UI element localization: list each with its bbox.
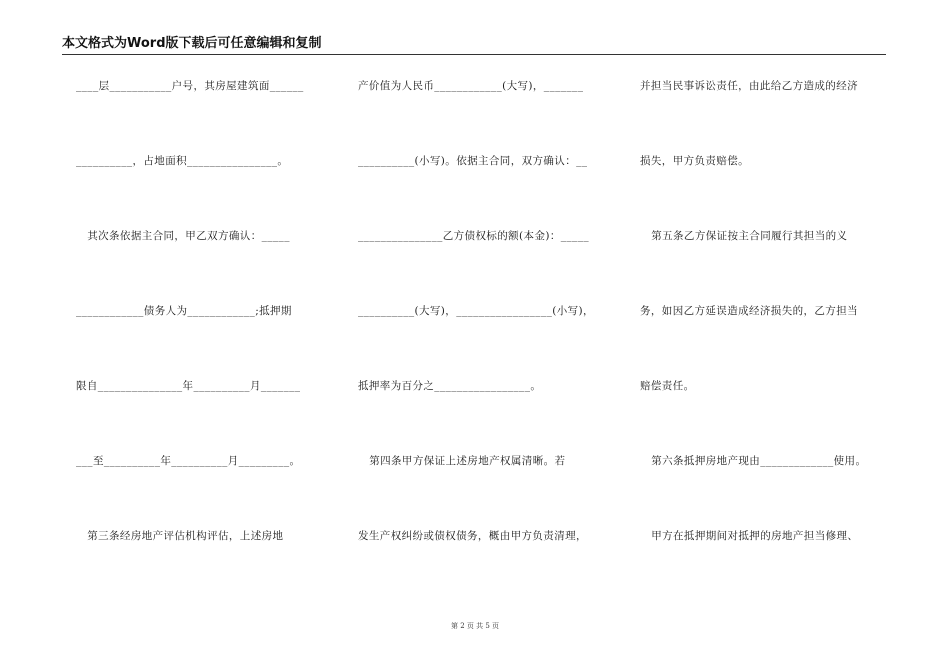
text-line: 抵押率为百分之_________________。 xyxy=(358,380,542,392)
text-column-2 xyxy=(358,0,608,672)
text-column-3 xyxy=(640,0,892,672)
text-line: 第三条经房地产评估机构评估，上述房地 xyxy=(76,530,284,542)
text-line: __________(大写)，_________________(小写)， xyxy=(358,305,594,317)
document-header-title: 本文格式为Word版下载后可任意编辑和复制 xyxy=(62,36,322,51)
text-line: ____________债务人为____________;抵押期 xyxy=(76,305,292,317)
text-line: 第六条抵押房地产现由_____________使用。 xyxy=(640,455,867,467)
text-line: ____层___________户号，其房屋建筑面______ xyxy=(76,80,304,92)
text-line: ___至__________年__________月_________。 xyxy=(76,455,301,467)
text-line: 赔偿责任。 xyxy=(640,380,695,392)
text-line: 第四条甲方保证上述房地产权属清晰。若 xyxy=(358,455,566,467)
text-line: 第五条乙方保证按主合同履行其担当的义 xyxy=(640,230,848,242)
text-line: 损失，甲方负责赔偿。 xyxy=(640,155,749,167)
text-line: 甲方在抵押期间对抵押的房地产担当修理、 xyxy=(640,530,859,542)
text-line: 产价值为人民币____________(大写)，_______ xyxy=(358,80,584,92)
text-line: 并担当民事诉讼责任，由此给乙方造成的经济 xyxy=(640,80,858,92)
text-line: __________，占地面积________________。 xyxy=(76,155,289,167)
text-line: 其次条依据主合同，甲乙双方确认：_____ xyxy=(76,230,290,242)
text-line: 务，如因乙方延误造成经济损失的，乙方担当 xyxy=(640,305,858,317)
text-column-1 xyxy=(76,0,326,672)
text-line: _______________乙方债权标的额(本金)：_____ xyxy=(358,230,589,242)
text-line: __________(小写)。依据主合同，双方确认：__ xyxy=(358,155,588,167)
text-line: 发生产权纠纷或债权债务，概由甲方负责清理， xyxy=(358,530,587,542)
page-number-footer: 第 2 页 共 5 页 xyxy=(450,622,500,630)
text-line: 限自_______________年__________月_______ xyxy=(76,380,301,392)
